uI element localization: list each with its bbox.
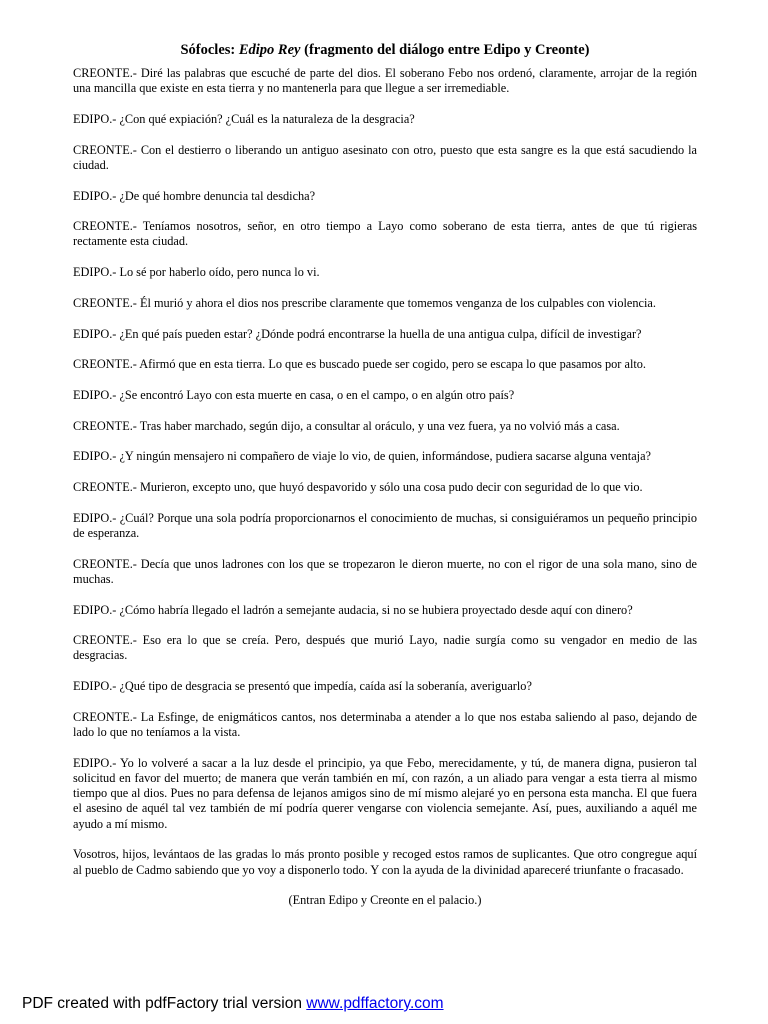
paragraph: CREONTE.- Murieron, excepto uno, que huyó despavorido y sólo una cosa pudo decir con seguridad de lo que vio. xyxy=(73,480,643,495)
paragraph: CREONTE.- Diré las palabras que escuché de parte del dios. El soberano Febo nos ordenó, claramente, arrojar de la región una mancilla que existe en esta tierra y no mantenerla para que llegue a ser irremediable. xyxy=(73,66,697,96)
paragraph: CREONTE.- Con el destierro o liberando un antiguo asesinato con otro, puesto que esta sangre es la que está sacudiendo la ciudad. xyxy=(73,142,697,172)
paragraph: CREONTE.- Decía que unos ladrones con los que se tropezaron le dieron muerte, no con el rigor de una sola mano, sino de muchas. xyxy=(73,556,697,586)
paragraph: CREONTE.- Eso era lo que se creía. Pero, después que murió Layo, nadie surgía como su vengador en medio de las desgracias. xyxy=(73,633,697,663)
paragraph: EDIPO.- ¿Cuál? Porque una sola podría proporcionarnos el conocimiento de muchas, si consiguiéramos un pequeño principio de esperanza. xyxy=(73,510,697,540)
paragraph: CREONTE.- Afirmó que en esta tierra. Lo que es buscado puede ser cogido, pero se escapa lo que pasamos por alto. xyxy=(73,357,646,372)
paragraph: EDIPO.- ¿De qué hombre denuncia tal desdicha? xyxy=(73,188,316,203)
stage-direction: (Entran Edipo y Creonte en el palacio.) xyxy=(288,893,482,908)
paragraph: EDIPO.- ¿Qué tipo de desgracia se presentó que impedía, caída así la soberanía, averiguarlo? xyxy=(73,679,532,694)
footer-link[interactable]: www.pdffactory.com xyxy=(306,995,444,1012)
paragraph: Vosotros, hijos, levántaos de las gradas lo más pronto posible y recoged estos ramos de suplicantes. Que otro congregue aquí al pueblo de Cadmo sabiendo que yo voy a disponerlo todo. Y con la ayuda de la divinidad apareceré triunfante o fracasado. xyxy=(73,847,697,877)
paragraph: EDIPO.- ¿Se encontró Layo con esta muerte en casa, o en el campo, o en algún otro país? xyxy=(73,387,515,402)
paragraph: EDIPO.- ¿Cómo habría llegado el ladrón a semejante audacia, si no se hubiera proyectado desde aquí con dinero? xyxy=(73,602,633,617)
paragraph: EDIPO.- ¿Con qué expiación? ¿Cuál es la naturaleza de la desgracia? xyxy=(73,111,415,126)
paragraph: EDIPO.- Lo sé por haberlo oído, pero nunca lo vi. xyxy=(73,265,320,280)
paragraph: EDIPO.- Yo lo volveré a sacar a la luz desde el principio, ya que Febo, merecidamente, y tú, de manera digna, pusieron tal solicitud en favor del muerto; de manera que verán también en mí, con razón, a un aliado para vengar a esta tierra al mismo tiempo que al dios. Pues no para defensa de lejanos amigos sino de mí mismo alejaré yo en persona esta mancha. El que fuera el asesino de aquél tal vez también de mí podría querer vengarse con violencia semejante. Así, pues, auxiliando a aquél me ayudo a mí mismo. xyxy=(73,755,697,831)
paragraph: CREONTE.- La Esfinge, de enigmáticos cantos, nos determinaba a atender a lo que nos estaba saliendo al paso, dejando de lado lo que no teníamos a la vista. xyxy=(73,709,697,740)
title-suffix: (fragmento del diálogo entre Edipo y Creonte) xyxy=(300,42,590,58)
document-title xyxy=(73,40,697,60)
paragraph: EDIPO.- ¿Y ningún mensajero ni compañero de viaje lo vio, de quien, informándose, pudiera sacarse alguna ventaja? xyxy=(73,449,651,464)
title-prefix: Sófocles: xyxy=(180,42,239,58)
document-page xyxy=(73,40,697,908)
paragraph: CREONTE.- Teníamos nosotros, señor, en otro tiempo a Layo como soberano de esta tierra, antes de que tú rigieras rectamente esta ciudad. xyxy=(73,219,697,249)
paragraph: CREONTE.- Tras haber marchado, según dijo, a consultar al oráculo, y una vez fuera, ya no volvió más a casa. xyxy=(73,418,620,433)
paragraph: CREONTE.- Él murió y ahora el dios nos prescribe claramente que tomemos venganza de los culpables con violencia. xyxy=(73,295,656,310)
footer-text: PDF created with pdfFactory trial version xyxy=(22,995,307,1012)
title-work: Edipo Rey xyxy=(238,42,301,58)
pdf-footer xyxy=(22,994,444,1014)
paragraph: EDIPO.- ¿En qué país pueden estar? ¿Dónde podrá encontrarse la huella de una antigua culpa, difícil de investigar? xyxy=(73,326,642,341)
